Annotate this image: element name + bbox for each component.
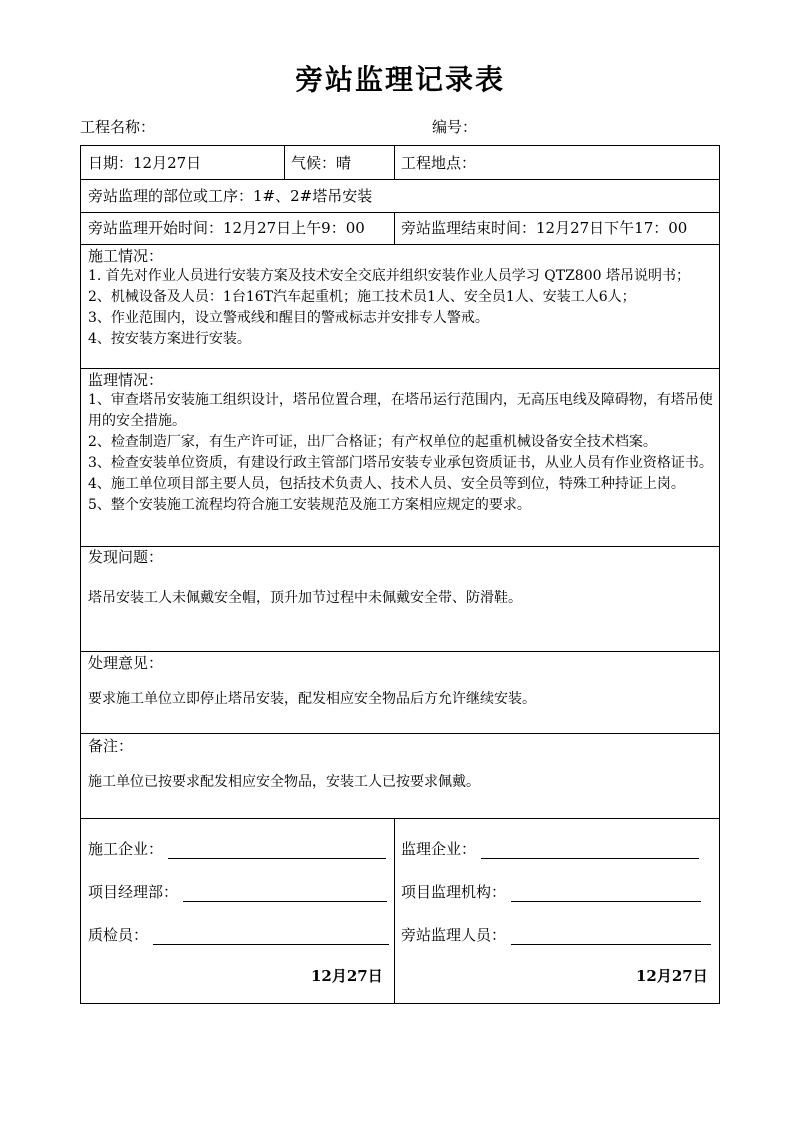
project-name-label: 工程名称： <box>80 118 156 136</box>
supervision-status-heading: 监理情况： <box>88 371 164 389</box>
onsite-supervisor-label: 旁站监理人员： <box>401 926 507 944</box>
handling-text: 要求施工单位立即停止塔吊安装，配发相应安全物品后方允许继续安装。 <box>88 691 536 707</box>
row-divider <box>81 179 719 180</box>
project-manager-row <box>88 882 387 902</box>
construction-item: 2、机械设备及人员：1台16T汽车起重机；施工技术员1人、安全员1人、安装工人6人； <box>88 289 636 305</box>
construction-company-label: 施工企业： <box>88 840 164 858</box>
row-divider <box>81 368 719 369</box>
onsite-supervisor-line[interactable] <box>511 928 711 945</box>
construction-status-section <box>88 246 714 350</box>
handling-heading: 处理意见： <box>88 654 164 672</box>
supervision-item: 3、检查安装单位资质，有建设行政主管部门塔吊安装专业承包资质证书，从业人员有作业资格证书。 <box>88 455 713 471</box>
construction-item: 1. 首先对作业人员进行安装方案及技术安全交底并组织安装作业人员学习 QTZ800 塔吊说明书； <box>88 268 690 284</box>
supervision-org-line[interactable] <box>511 885 701 902</box>
row-divider <box>81 212 719 213</box>
quality-inspector-row <box>88 925 389 945</box>
column-divider <box>394 146 395 179</box>
column-divider <box>394 212 395 244</box>
supervision-org-row <box>401 882 701 902</box>
supervision-org-label: 项目监理机构： <box>401 883 507 901</box>
page-title: 旁站监理记录表 <box>294 63 505 96</box>
supervision-company-line[interactable] <box>481 842 699 859</box>
handling-section <box>88 653 714 710</box>
supervision-item: 4、施工单位项目部主要人员，包括技术负责人、技术人员、安全员等到位，特殊工种持证上岗。 <box>88 476 685 492</box>
row-divider <box>81 818 719 819</box>
end-time-field: 旁站监理结束时间：12月27日下午17：00 <box>401 219 688 237</box>
date-field: 日期：12月27日 <box>88 154 202 172</box>
location-field: 工程地点： <box>401 154 477 172</box>
serial-number-label: 编号： <box>432 118 478 136</box>
issues-text: 塔吊安装工人未佩戴安全帽，顶升加节过程中未佩戴安全带、防滑鞋。 <box>88 590 522 606</box>
project-manager-line[interactable] <box>183 885 387 902</box>
construction-item: 3、作业范围内，设立警戒线和醒目的警戒标志并安排专人警戒。 <box>88 310 489 326</box>
quality-inspector-label: 质检员： <box>88 926 149 944</box>
construction-status-heading: 施工情况： <box>88 247 164 265</box>
record-form <box>80 145 720 1004</box>
project-manager-label: 项目经理部： <box>88 883 179 901</box>
column-divider <box>394 818 395 1004</box>
row-divider <box>81 733 719 734</box>
construction-item: 4、按安装方案进行安装。 <box>88 331 251 347</box>
onsite-supervisor-row <box>401 925 711 945</box>
supervision-company-row <box>401 839 699 859</box>
supervision-company-label: 监理企业： <box>401 840 477 858</box>
remarks-text: 施工单位已按要求配发相应安全物品，安装工人已按要求佩戴。 <box>88 774 480 790</box>
issues-section <box>88 547 714 609</box>
remarks-section <box>88 736 714 793</box>
supervision-item: 2、检查制造厂家，有生产许可证，出厂合格证；有产权单位的起重机械设备安全技术档案。 <box>88 434 657 450</box>
supervision-item: 5、整个安装施工流程均符合施工安装规范及施工方案相应规定的要求。 <box>88 497 531 513</box>
weather-field: 气候：晴 <box>291 154 352 172</box>
quality-inspector-line[interactable] <box>153 928 389 945</box>
construction-date: 12月27日 <box>311 967 383 985</box>
supervision-date: 12月27日 <box>636 967 708 985</box>
start-time-field: 旁站监理开始时间：12月27日上午9：00 <box>88 219 365 237</box>
issues-heading: 发现问题： <box>88 548 164 566</box>
remarks-heading: 备注： <box>88 737 134 755</box>
row-divider <box>81 651 719 652</box>
work-part-field: 旁站监理的部位或工序：1#、2#塔吊安装 <box>88 187 373 205</box>
column-divider <box>284 146 285 179</box>
row-divider <box>81 244 719 245</box>
construction-company-row <box>88 839 386 859</box>
supervision-status-section <box>88 370 714 516</box>
supervision-item: 1、审查塔吊安装施工组织设计，塔吊位置合理，在塔吊运行范围内，无高压电线及障碍物，有塔吊使用的安全措施。 <box>88 392 713 429</box>
construction-company-line[interactable] <box>168 842 386 859</box>
